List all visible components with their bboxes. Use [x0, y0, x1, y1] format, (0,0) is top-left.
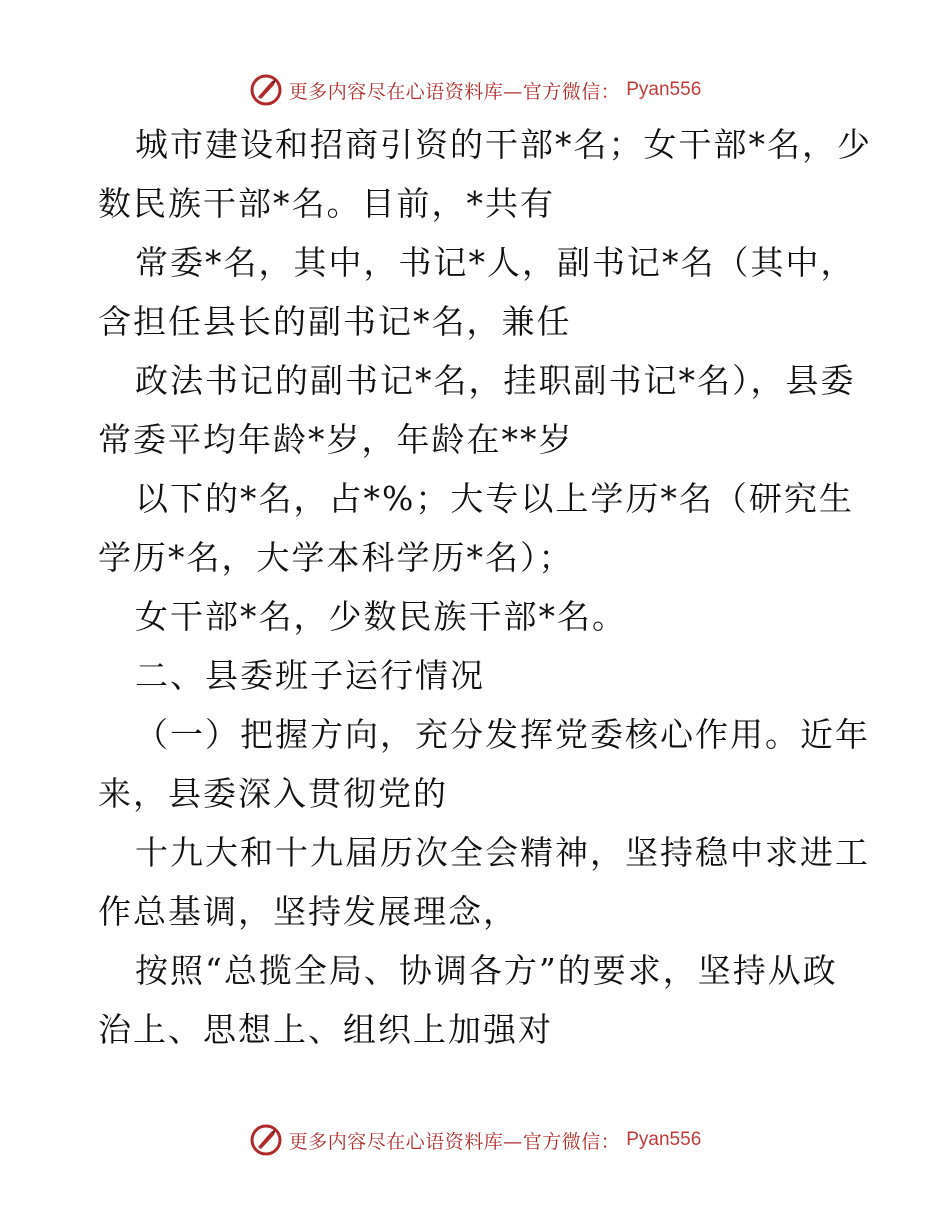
text-line: 来，县委深入贯彻党的: [98, 774, 448, 813]
text-line: 含担任县长的副书记*名，兼任: [98, 302, 572, 341]
text-line: 治上、思想上、组织上加强对: [98, 1010, 553, 1049]
watermark-handle: Pyan556: [626, 1129, 702, 1150]
text-line: 政法书记的副书记*名，挂职副书记*名），县委: [135, 361, 856, 400]
text-line: 学历*名，大学本科学历*名）；: [98, 538, 574, 577]
footer-watermark: [0, 1122, 950, 1158]
quill-logo-icon: [249, 73, 283, 107]
quill-logo-icon: [249, 1123, 283, 1157]
subsection-heading: （一）把握方向，充分发挥党委核心作用。近年: [135, 715, 870, 754]
text-line: 城市建设和招商引资的干部*名；女干部*名，少: [135, 125, 872, 164]
header-watermark: [0, 72, 950, 108]
text-line: 数民族干部*名。目前，*共有: [98, 184, 555, 223]
watermark-handle: Pyan556: [626, 79, 702, 100]
text-line: 按照“总揽全局、协调各方”的要求，坚持从政: [135, 951, 838, 990]
text-line: 常委*名，其中，书记*人，副书记*名（其中，: [135, 243, 856, 282]
text-line: 作总基调，坚持发展理念，: [98, 892, 518, 931]
text-line: 以下的*名，占*%；大专以上学历*名（研究生: [135, 479, 854, 518]
section-heading: 二、县委班子运行情况: [135, 656, 485, 695]
watermark-text: 更多内容尽在心语资料库—官方微信：: [288, 1130, 621, 1153]
text-line: 女干部*名，少数民族干部*名。: [135, 597, 627, 636]
watermark-text: 更多内容尽在心语资料库—官方微信：: [288, 80, 621, 103]
text-line: 十九大和十九届历次全会精神，坚持稳中求进工: [135, 833, 870, 872]
text-line: 常委平均年龄*岁，年龄在**岁: [98, 420, 574, 459]
